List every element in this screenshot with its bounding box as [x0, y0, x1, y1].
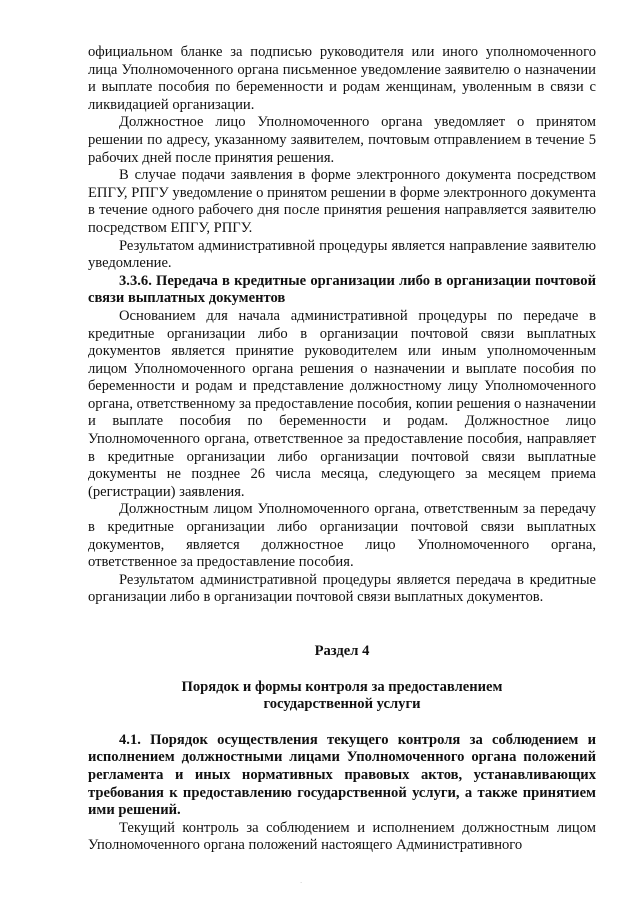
section-heading-line1: Порядок и формы контроля за предоставлением — [181, 678, 503, 695]
paragraph-notice-mail: Должностное лицо Уполномоченного органа уведомляет о принятом решении по адресу, указанному заявителем, почтовым отправлением в течение 5 рабочих дней после принятия решения. — [88, 114, 596, 166]
heading-3-3-6: 3.3.6. Передача в кредитные организации либо в организации почтовой связи выплатных документов — [88, 272, 596, 307]
paragraph-transfer-result: Результатом административной процедуры является передача в кредитные организации либо в организации почтовой связи выплатных документов. — [88, 571, 596, 606]
footer-mark: . — [300, 876, 303, 885]
paragraph-transfer-responsible: Должностным лицом Уполномоченного органа, ответственным за передачу в кредитные организации либо организации почтовой связи выплатных документов, является должностное лицо Уполномоченного органа, ответственное за предоставление пособия. — [88, 501, 596, 571]
paragraph-transfer-basis: Основанием для начала административной процедуры по передаче в кредитные организации либо в организации почтовой связи выплатных документов является принятие руководителем или иным уполномоченным лицом Уполномоченного органа решения о назначении и выплате пособия по беременности и родам и представление должностному лицу Уполномоченного органа, ответственному за предоставление пособия, копии решения о назначении и выплате пособия по беременности и родам. Должностное лицо Уполномоченного органа, ответственное за предоставление пособия, направляет в кредитные организации либо организации почтовой связи выплатные документы не позднее 26 числа месяца, следующего за месяцем приема (регистрации) заявления. — [88, 307, 596, 500]
document-page — [88, 44, 596, 855]
heading-4-1: 4.1. Порядок осуществления текущего контроля за соблюдением и исполнением должностными лицами Уполномоченного органа положений регламента и иных нормативных правовых актов, устанавливающих требования к предоставлению государственной услуги, а также принятием ими решений. — [88, 731, 596, 819]
paragraph-notice-form: официальном бланке за подписью руководителя или иного уполномоченного лица Уполномоченного органа письменное уведомление заявителю о назначении и выплате пособия по беременности и родам женщинам, уволенным в связи с ликвидацией организации. — [88, 44, 596, 113]
paragraph-notice-electronic: В случае подачи заявления в форме электронного документа посредством ЕПГУ, РПГУ уведомление о принятом решении в форме электронного документа в течение одного рабочего дня после принятия решения направляется заявителю посредством ЕПГУ, РПГУ. — [88, 167, 596, 236]
section-heading-line2: государственной услуги — [263, 696, 421, 713]
paragraph-notice-result: Результатом административной процедуры является направление заявителю уведомление. — [88, 237, 596, 272]
paragraph-current-control: Текущий контроль за соблюдением и исполнением должностным лицом Уполномоченного органа положений настоящего Административного — [88, 819, 596, 854]
section-title: Раздел 4 — [314, 643, 370, 659]
